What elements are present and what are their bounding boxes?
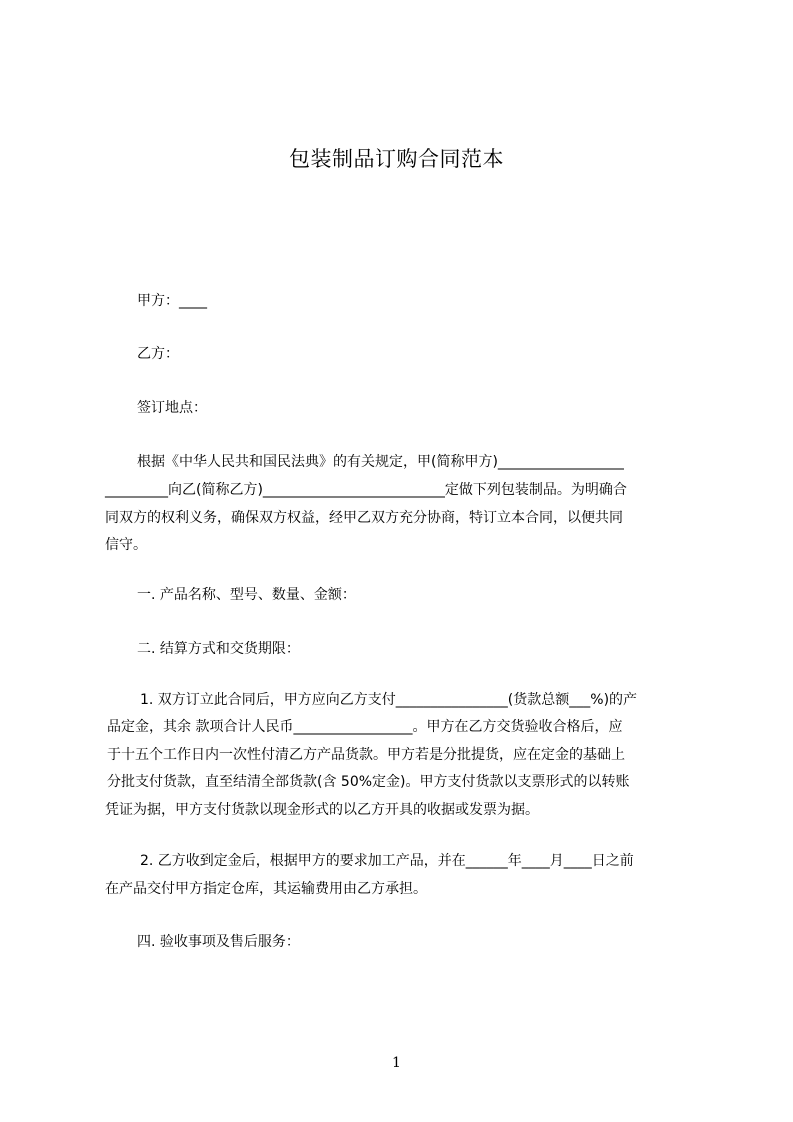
- clause-line: 品定金，其余 款项合计人民币_________________。甲方在乙方交货验收合格后，应: [107, 719, 623, 735]
- preamble-line: 信守。: [105, 537, 147, 553]
- clause-line: 凭证为据，甲方支付货款以现金形式的以乙方开具的收据或发票为据。: [105, 802, 539, 818]
- party-a-line: 甲方：____: [137, 293, 207, 309]
- clause-line: 1. 双方订立此合同后，甲方应向乙方支付________________(货款总额___%)的产: [140, 692, 638, 708]
- document-title: 包装制品订购合同范本: [289, 147, 504, 171]
- clause-line: 在产品交付甲方指定仓库，其运输费用由乙方承担。: [105, 881, 427, 897]
- section-heading: 二. 结算方式和交货期限：: [137, 641, 300, 657]
- section-heading: 一. 产品名称、型号、数量、金额：: [137, 587, 356, 603]
- party-b-line: 乙方：: [137, 346, 179, 362]
- clause-line: 2. 乙方收到定金后，根据甲方的要求加工产品，并在______年____月____日之前: [140, 853, 634, 869]
- signing-place-line: 签订地点：: [137, 400, 207, 416]
- clause-line: 于十五个工作日内一次性付清乙方产品货款。甲方若是分批提货，应在定金的基础上: [107, 747, 625, 763]
- preamble-line: 同双方的权利义务，确保双方权益，经甲乙双方充分协商，特订立本合同，以便共同: [105, 510, 623, 526]
- preamble-line: 根据《中华人民共和国民法典》的有关规定，甲(简称甲方)__________________: [137, 454, 624, 470]
- section-heading: 四. 验收事项及售后服务：: [137, 934, 300, 950]
- clause-line: 分批支付货款，直至结清全部货款(含 50%定金)。甲方支付货款以支票形式的以转账: [107, 774, 630, 790]
- preamble-line: _________向乙(简称乙方)__________________________定做下列包装制品。为明确合: [105, 482, 627, 498]
- page-number: 1: [392, 1055, 401, 1071]
